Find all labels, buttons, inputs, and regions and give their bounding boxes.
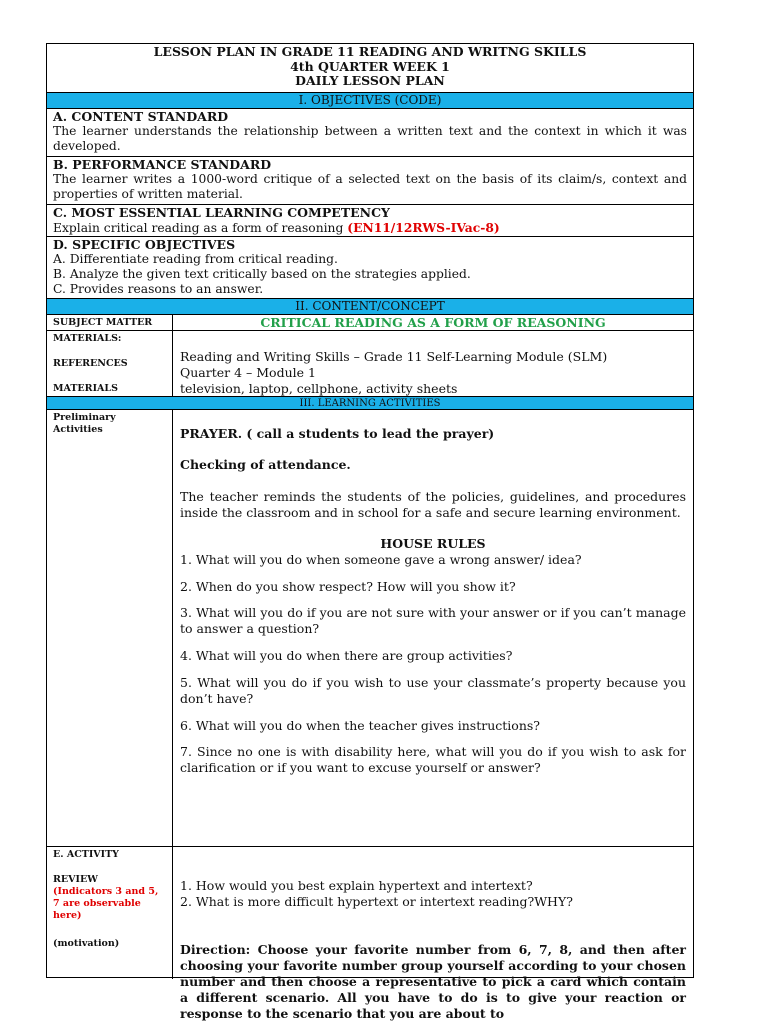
house-rule-item: 1. What will you do when someone gave a wrong answer/ idea? [180, 552, 582, 567]
indicators-note: (Indicators 3 and 5, 7 are observable here) [53, 886, 159, 921]
document-title [47, 44, 693, 93]
motivation-label: (motivation) [53, 938, 120, 949]
content-standard-row [47, 109, 693, 157]
reminder-text: The teacher reminds the students of the policies, guidelines, and procedures inside the classroom and in school for a safe and secure learning environment. [180, 489, 686, 520]
lesson-plan-table [46, 43, 694, 1021]
review-question: 2. What is more difficult hypertext or intertext reading?WHY? [180, 894, 573, 909]
performance-standard-text: The learner writes a 1000-word critique of a selected text on the basis of its claim/s, context and properties of written material. [53, 172, 687, 201]
melc-line [47, 220, 693, 236]
references-line-2: Quarter 4 – Module 1 [180, 365, 316, 380]
objective-item: C. Provides reasons to an answer. [53, 282, 264, 296]
materials-label-cell [47, 331, 173, 396]
content-standard-heading: A. CONTENT STANDARD [53, 109, 229, 124]
title-line-2: 4th QUARTER WEEK 1 [290, 58, 450, 74]
house-rule-item: 4. What will you do when there are group activities? [180, 648, 513, 663]
subject-matter-value: CRITICAL READING AS A FORM OF REASONING [260, 315, 606, 330]
house-rule-item: 3. What will you do if you are not sure with your answer or if you can’t manage to answer a question? [180, 605, 686, 636]
house-rule-item: 7. Since no one is with disability here, what will you do if you wish to ask for clarification or if you want to excuse yourself or answer? [180, 744, 686, 775]
title-line-1: LESSON PLAN IN GRADE 11 READING AND WRITNG SKILLS [153, 44, 587, 59]
objectives-band: I. OBJECTIVES (CODE) [47, 93, 693, 109]
preliminary-activities-row [47, 410, 693, 847]
subject-matter-row [47, 315, 693, 331]
house-rule-item: 2. When do you show respect? How will you show it? [180, 579, 516, 594]
melc-heading: C. MOST ESSENTIAL LEARNING COMPETENCY [53, 205, 390, 220]
melc-code: (EN11/12RWS-IVac-8) [347, 220, 500, 235]
subject-matter-label: SUBJECT MATTER [47, 315, 173, 330]
materials-row [47, 331, 693, 397]
preliminary-label: Preliminary Activities [47, 410, 173, 846]
melc-text: Explain critical reading as a form of reasoning [53, 221, 344, 235]
review-question: 1. How would you best explain hypertext and intertext? [180, 878, 533, 893]
preliminary-content [173, 410, 693, 846]
review-label: REVIEW [53, 874, 98, 885]
attendance-text: Checking of attendance. [180, 457, 351, 472]
performance-standard-row [47, 157, 693, 205]
activity-label: E. ACTIVITY [53, 849, 119, 860]
references-label: REFERENCES [53, 358, 128, 369]
melc-row [47, 205, 693, 237]
performance-standard-heading: B. PERFORMANCE STANDARD [53, 157, 272, 172]
activity-content [173, 847, 693, 1021]
house-rule-item: 5. What will you do if you wish to use your classmate’s property because you don’t have? [180, 675, 686, 706]
activity-label-cell [47, 847, 173, 979]
house-rules-title: HOUSE RULES [380, 536, 486, 551]
house-rule-item: 6. What will you do when the teacher gives instructions? [180, 718, 540, 733]
activity-row [47, 847, 693, 1021]
content-standard-text: The learner understands the relationship between a written text and the context in which it was developed. [53, 124, 687, 153]
materials-label: MATERIALS: [53, 333, 122, 344]
prayer-text: PRAYER. ( call a students to lead the prayer) [180, 426, 495, 441]
direction-text: Direction: Choose your favorite number from 6, 7, 8, and then after choosing your favorite number group yourself according to your chosen number and then choose a representative to pick a card which contain a different scenario. All you have to do is to give your reaction or response to the scenario that you are about to [180, 942, 686, 1021]
references-line-1: Reading and Writing Skills – Grade 11 Self-Learning Module (SLM) [180, 349, 608, 364]
specific-objectives-heading: D. SPECIFIC OBJECTIVES [53, 237, 236, 252]
learning-activities-band: III. LEARNING ACTIVITIES [47, 397, 693, 410]
materials-label-2: MATERIALS [53, 383, 118, 394]
objective-item: A. Differentiate reading from critical reading. [53, 252, 338, 266]
materials-content [173, 331, 693, 396]
content-band: II. CONTENT/CONCEPT [47, 299, 693, 315]
objective-item: B. Analyze the given text critically based on the strategies applied. [53, 267, 471, 281]
materials-list: television, laptop, cellphone, activity sheets [180, 381, 458, 396]
specific-objectives-row [47, 237, 693, 299]
title-line-3: DAILY LESSON PLAN [295, 73, 445, 88]
